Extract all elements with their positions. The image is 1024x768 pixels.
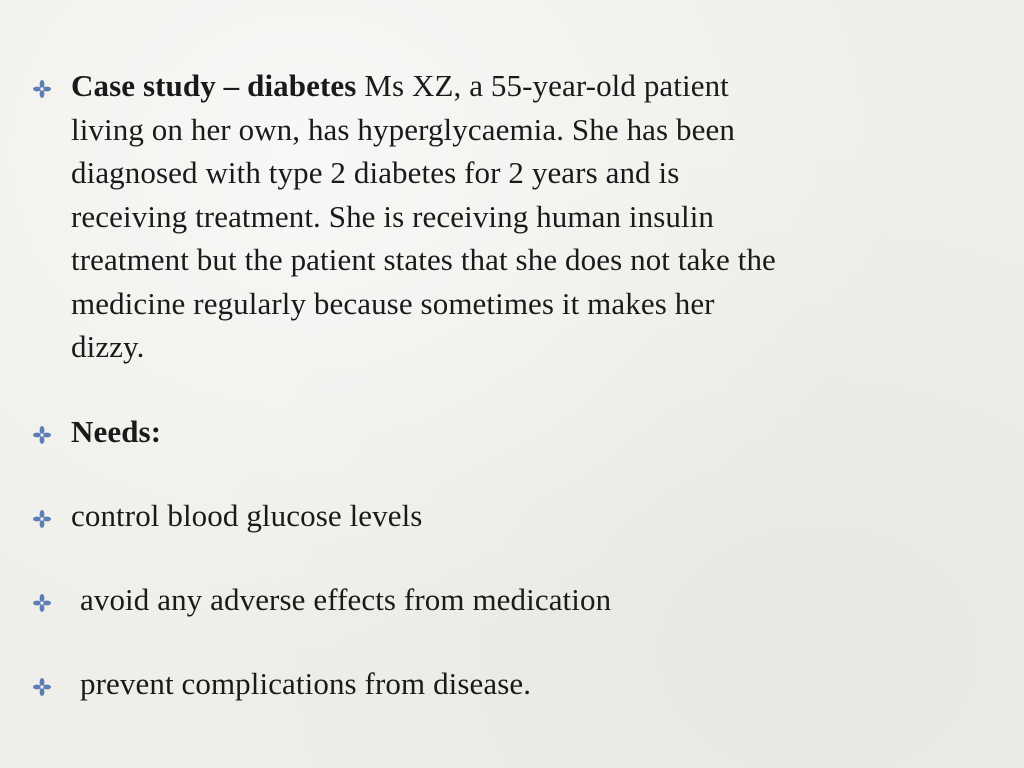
case-study-body: Ms XZ, a 55-year-old patient living on her own, has hyperglycaemia. She has been diagnosed with type 2 diabetes for 2 years and is receiving treatment. She is receiving human insulin treatment but the patient states that she does not take the medicine regularly because sometimes it makes her dizzy. [71,68,776,364]
four-petal-flower-icon [32,677,52,697]
four-petal-flower-icon [32,593,52,613]
control-glucose-text: control blood glucose levels [71,498,423,533]
four-petal-flower-icon [32,79,52,99]
case-study-text [71,64,1001,369]
case-study-heading: Case study – diabetes [71,68,357,103]
needs-text [71,410,1001,454]
avoid-adverse-effects-text: avoid any adverse effects from medication [80,582,612,617]
four-petal-flower-icon [32,509,52,529]
four-petal-flower-icon [32,425,52,445]
needs-heading: Needs: [71,414,162,449]
prevent-complications-text: prevent complications from disease. [80,666,532,701]
